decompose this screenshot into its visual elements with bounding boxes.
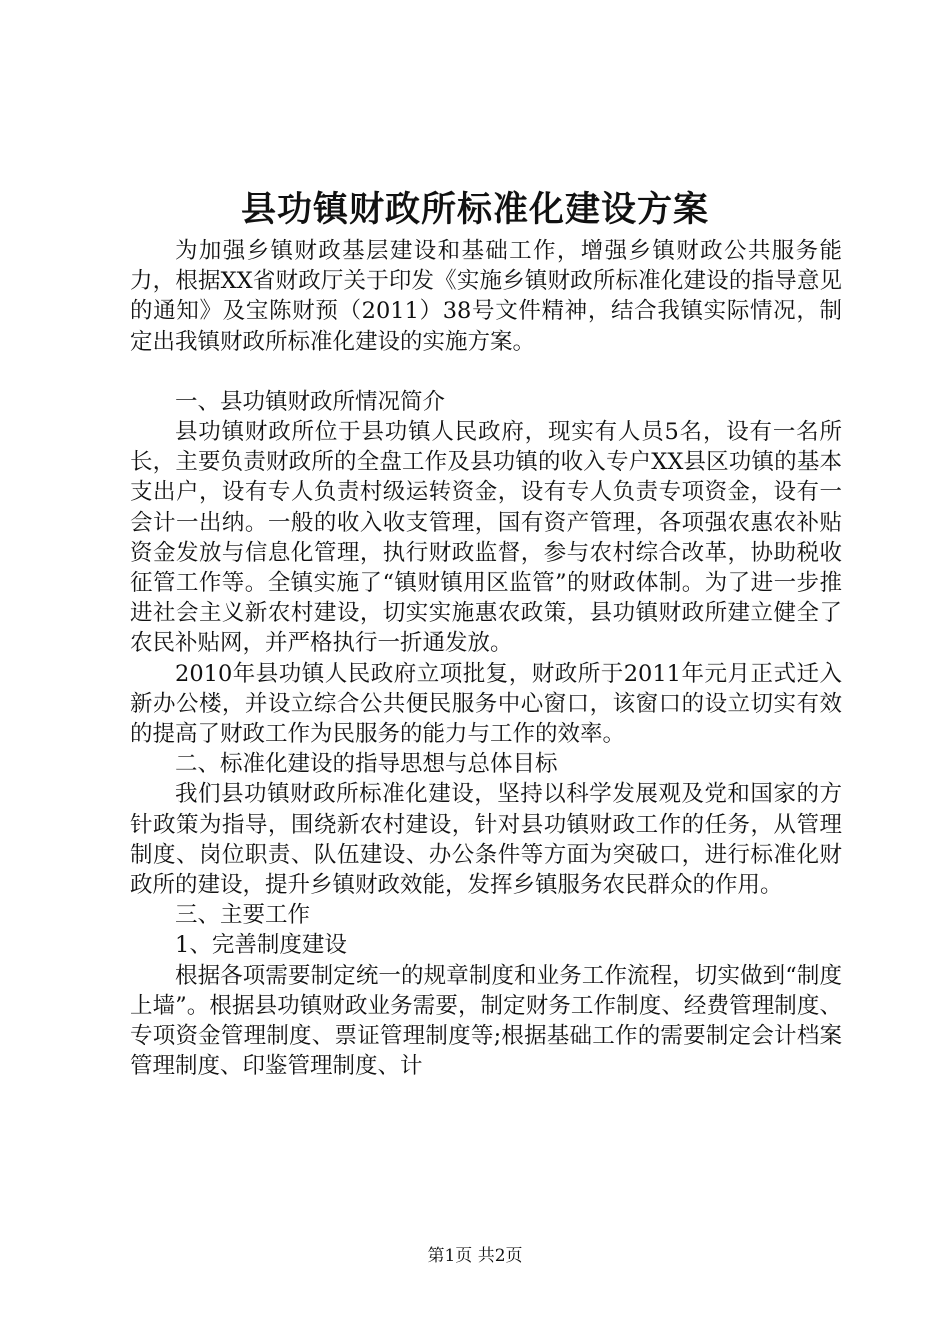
body-paragraph: 我们县功镇财政所标准化建设，坚持以科学发展观及党和国家的方针政策为指导，围绕新农村建设，针对县功镇财政工作的任务，从管理制度、岗位职责、队伍建设、办公条件等方面为突破口，进行标准化财政所的建设，提升乡镇财政效能，发挥乡镇服务农民群众的作用。: [130, 781, 842, 899]
section-heading-2: 二、标准化建设的指导思想与总体目标: [175, 751, 558, 778]
document-body: [130, 236, 842, 1081]
document-title: 县功镇财政所标准化建设方案: [240, 189, 709, 230]
intro-paragraph: 为加强乡镇财政基层建设和基础工作，增强乡镇财政公共服务能力，根据XX省财政厅关于印发《实施乡镇财政所标准化建设的指导意见的通知》及宝陈财预（2011）38号文件精神，结合我镇实际情况，制定出我镇财政所标准化建设的实施方案。: [130, 238, 842, 355]
blank-line: [130, 357, 842, 387]
subsection-heading-1: 1、完善制度建设: [175, 932, 347, 959]
page-footer: 第1页 共2页: [427, 1246, 523, 1266]
body-paragraph: 2010年县功镇人民政府立项批复，财政所于2011年元月正式迁入新办公楼，并设立综合公共便民服务中心窗口，该窗口的设立切实有效的提高了财政工作为民服务的能力与工作的效率。: [130, 660, 842, 748]
section-heading-1: 一、县功镇财政所情况简介: [175, 388, 446, 415]
body-paragraph: 县功镇财政所位于县功镇人民政府，现实有人员5名，设有一名所长，主要负责财政所的全盘工作及县功镇的收入专户XX县区功镇的基本支出户，设有专人负责村级运转资金，设有专人负责专项资金，设有一会计一出纳。一般的收入收支管理，国有资产管理，各项强农惠农补贴资金发放与信息化管理，执行财政监督，参与农村综合改革，协助税收征管工作等。全镇实施了“镇财镇用区监管”的财政体制。为了进一步推进社会主义新农村建设，切实实施惠农政策，县功镇财政所建立健全了农民补贴网，并严格执行一折通发放。: [130, 419, 842, 657]
section-heading-3: 三、主要工作: [175, 902, 311, 929]
body-paragraph: 根据各项需要制定统一的规章制度和业务工作流程，切实做到“制度上墙”。根据县功镇财政业务需要，制定财务工作制度、经费管理制度、专项资金管理制度、票证管理制度等;根据基础工作的需要制定会计档案管理制度、印鉴管理制度、计: [130, 962, 842, 1080]
